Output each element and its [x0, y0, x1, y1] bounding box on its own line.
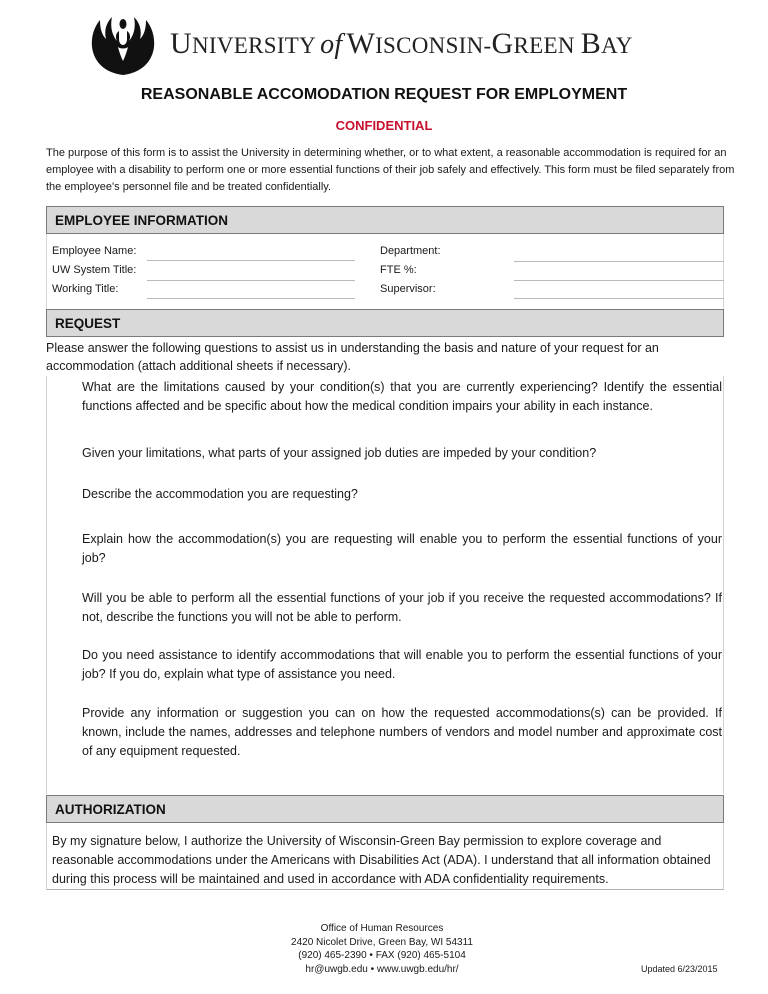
fte-percent-label: FTE %:: [380, 264, 417, 276]
question-provide-information: Provide any information or suggestion you can on how the requested accommodations(s) can be provided. If known, include the names, addresses and telephone numbers of vendors and model number and approximate cost of any equipment requested.: [82, 706, 722, 758]
question-perform-all-functions: Will you be able to perform all the essential functions of your job if you receive the requested accommodations? If not, describe the functions you will not be able to perform.: [82, 591, 722, 624]
question-limitations: What are the limitations caused by your condition(s) that you are currently experiencing? Identify the essential functions affected and be specific about how the medical condition impairs your ability in each instance.: [82, 380, 722, 413]
form-intro: The purpose of this form is to assist the University in determining whether, or to what extent, a reasonable accommodation is required for an employee with a disability to perform one or more essential functions of their job safely and effectively. This form must be filed separately from the employee's personnel file and be treated confidentially.: [46, 147, 735, 193]
uw-system-title-field[interactable]: [147, 280, 355, 281]
university-name: UNIVERSITY of WISCONSIN-GREEN BAY: [170, 27, 633, 60]
department-label: Department:: [380, 245, 441, 257]
working-title-label: Working Title:: [52, 283, 119, 295]
updated-date: Updated 6/23/2015: [641, 964, 718, 974]
phoenix-logo-icon: [88, 11, 158, 77]
section-header-request: REQUEST: [46, 309, 724, 337]
question-need-assistance: Do you need assistance to identify accommodations that will enable you to perform the essential functions of your job? If you do, explain what type of assistance you need.: [82, 648, 722, 681]
footer-phone-fax: (920) 465-2390 • FAX (920) 465-5104: [298, 950, 466, 961]
section-header-authorization: AUTHORIZATION: [46, 795, 724, 823]
fte-percent-field[interactable]: [514, 280, 724, 281]
working-title-field[interactable]: [147, 298, 355, 299]
question-impeded-duties: Given your limitations, what parts of your assigned job duties are impeded by your condition?: [82, 446, 597, 460]
form-title: REASONABLE ACCOMODATION REQUEST FOR EMPLOYMENT: [140, 86, 628, 103]
footer-email-web: hr@uwgb.edu • www.uwgb.edu/hr/: [305, 963, 459, 975]
uw-system-title-label: UW System Title:: [52, 264, 137, 276]
supervisor-label: Supervisor:: [380, 283, 436, 295]
footer-address: 2420 Nicolet Drive, Green Bay, WI 54311: [291, 936, 473, 948]
question-accommodation-requested: Describe the accommodation you are requesting?: [82, 487, 358, 501]
employee-name-field[interactable]: [147, 260, 355, 261]
department-field[interactable]: [514, 261, 724, 262]
university-logo: [88, 8, 688, 80]
supervisor-field[interactable]: [514, 298, 724, 299]
employee-name-label: Employee Name:: [52, 245, 137, 257]
section-header-employee-information: EMPLOYEE INFORMATION: [46, 206, 724, 234]
confidential-label: CONFIDENTIAL: [335, 118, 433, 133]
footer-office: Office of Human Resources: [320, 923, 444, 934]
authorization-text: By my signature below, I authorize the University of Wisconsin-Green Bay permission to explore coverage and reasonable accommodations under the Americans with Disabilities Act (ADA). I understand that all information obtained during this process will be maintained and used in accordance with ADA confidentiality requirements.: [52, 834, 711, 886]
request-intro: Please answer the following questions to assist us in understanding the basis and nature of your request for an accommodation (attach additional sheets if necessary).: [46, 341, 659, 373]
question-enable-performance: Explain how the accommodation(s) you are requesting will enable you to perform the essential functions of your job?: [82, 532, 722, 565]
footer-contact: [250, 922, 514, 976]
